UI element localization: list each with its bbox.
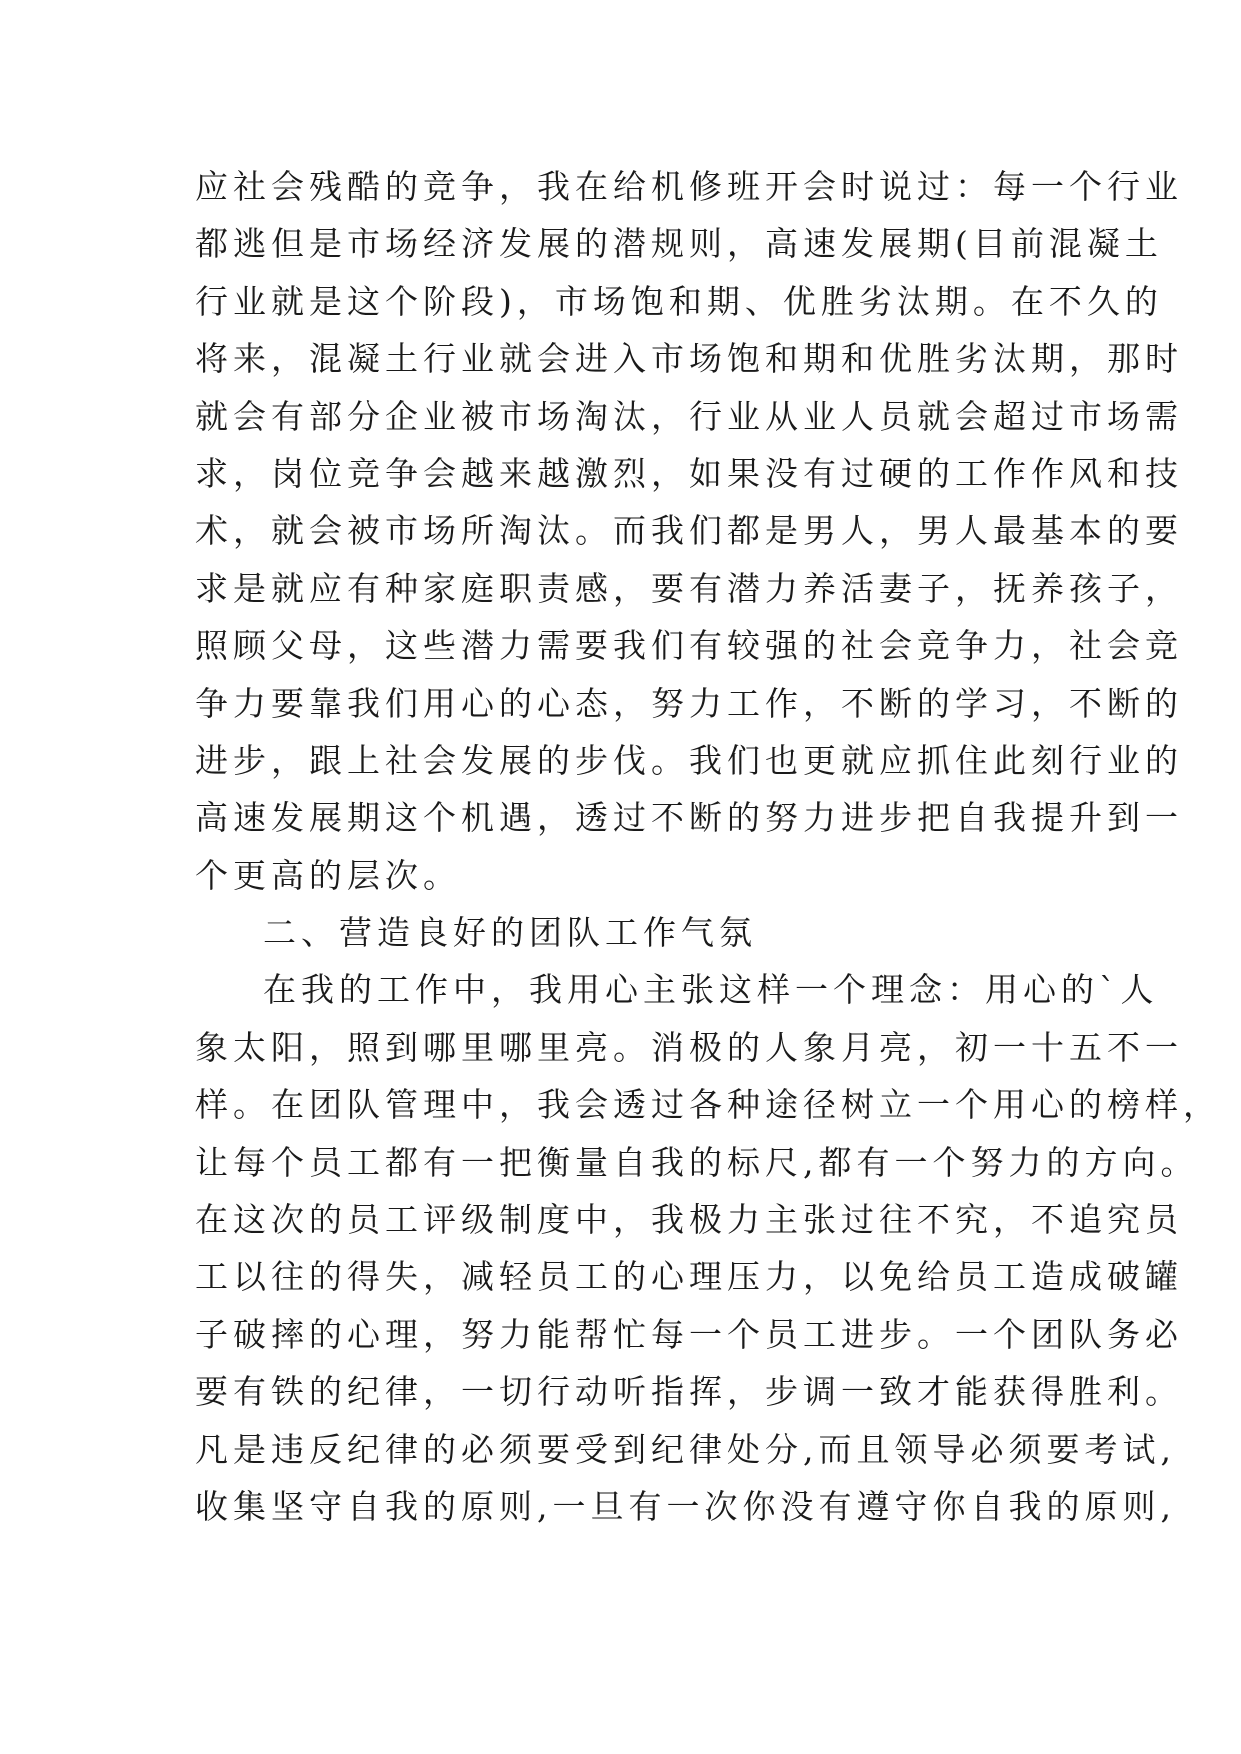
- text-line: 收集坚守自我的原则,一旦有一次你没有遵守你自我的原则,: [195, 1486, 1176, 1526]
- text-line: 求，岗位竞争会越来越激烈，如果没有过硬的工作作风和技: [195, 453, 1183, 493]
- text-line: 在这次的员工评级制度中，我极力主张过往不究，不追究员: [195, 1200, 1183, 1240]
- text-line: 进步，跟上社会发展的步伐。我们也更就应抓住此刻行业的: [195, 740, 1183, 780]
- text-line: 象太阳，照到哪里哪里亮。消极的人象月亮，初一十五不一: [195, 1027, 1183, 1067]
- text-line: 行业就是这个阶段)，市场饱和期、优胜劣汰期。在不久的: [195, 281, 1163, 321]
- text-line: 应社会残酷的竞争，我在给机修班开会时说过：每一个行业: [195, 167, 1183, 206]
- text-line: 子破摔的心理，努力能帮忙每一个员工进步。一个团队务必: [195, 1314, 1183, 1354]
- text-line: 个更高的层次。: [195, 855, 461, 895]
- section-heading: 二、营造良好的团队工作气氛: [263, 913, 757, 953]
- text-line: 要有铁的纪律，一切行动听指挥，步调一致才能获得胜利。: [195, 1372, 1183, 1412]
- text-line: 照顾父母，这些潜力需要我们有较强的社会竞争力，社会竞: [195, 626, 1183, 666]
- text-line: 工以往的得失，减轻员工的心理压力，以免给员工造成破罐: [195, 1257, 1183, 1297]
- text-line: 将来，混凝土行业就会进入市场饱和期和优胜劣汰期，那时: [195, 339, 1183, 379]
- text-line: 就会有部分企业被市场淘汰，行业从业人员就会超过市场需: [195, 396, 1183, 436]
- paragraph-first-line: 在我的工作中，我用心主张这样一个理念：用心的`人: [263, 970, 1159, 1010]
- text-line: 样。在团队管理中，我会透过各种途径树立一个用心的榜样，: [195, 1085, 1221, 1125]
- text-line: 术，就会被市场所淘汰。而我们都是男人，男人最基本的要: [195, 511, 1183, 551]
- text-line: 让每个员工都有一把衡量自我的标尺,都有一个努力的方向。: [195, 1142, 1199, 1182]
- text-line: 都逃但是市场经济发展的潜规则，高速发展期(目前混凝土: [195, 224, 1163, 264]
- body-text: [195, 158, 1221, 1535]
- text-line: 争力要靠我们用心的心态，努力工作，不断的学习，不断的: [195, 683, 1183, 723]
- text-line: 求是就应有种家庭职责感，要有潜力养活妻子，抚养孩子，: [195, 568, 1183, 608]
- text-line: 凡是违反纪律的必须要受到纪律处分,而且领导必须要考试,: [195, 1429, 1176, 1469]
- text-line: 高速发展期这个机遇，透过不断的努力进步把自我提升到一: [195, 798, 1183, 838]
